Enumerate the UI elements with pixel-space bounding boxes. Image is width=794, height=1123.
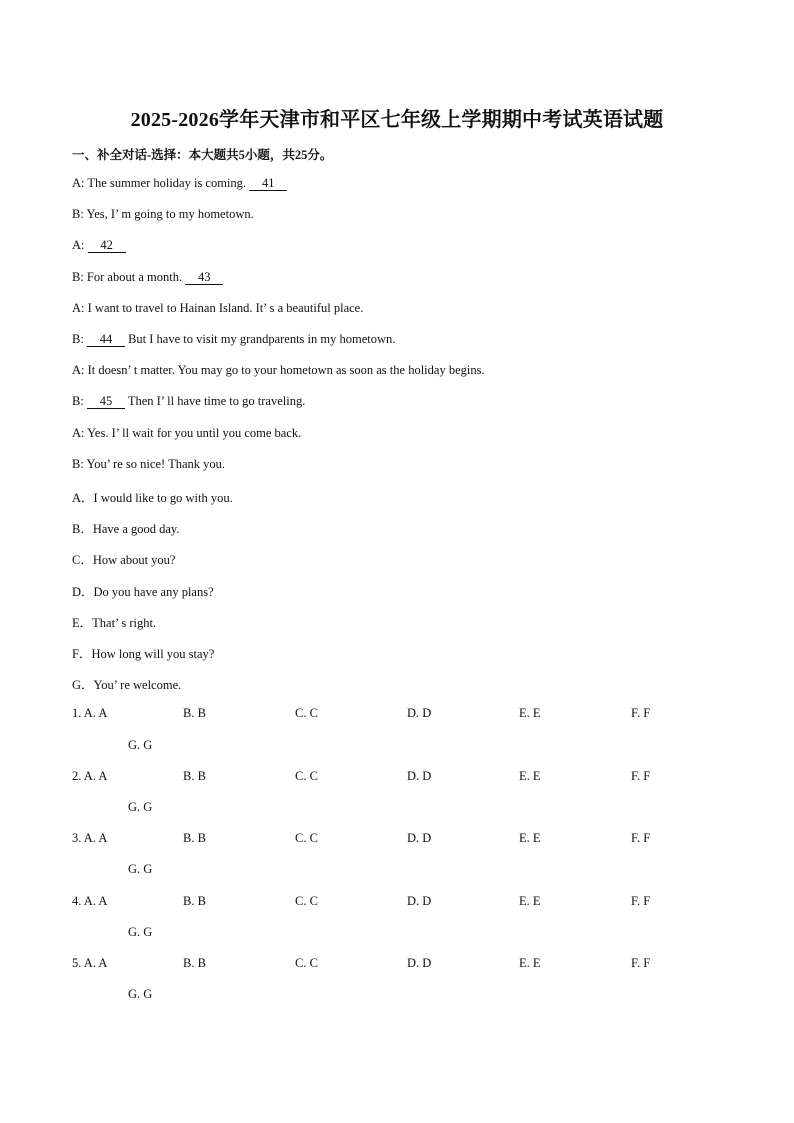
choice-option[interactable]: F. F (631, 706, 651, 721)
choice-option[interactable]: C. C (295, 831, 318, 846)
choice-option[interactable]: C. C (295, 893, 318, 908)
choice-option[interactable]: B. B (183, 706, 206, 721)
dialogue-text: B: You’ re so nice! Thank you. (72, 456, 225, 471)
dialogue-text: A: I want to travel to Hainan Island. It’ s a beautiful place. (72, 300, 364, 315)
answer-blank[interactable]: 41 (249, 176, 287, 191)
choice-option[interactable]: 4. A. A (72, 893, 108, 908)
dialogue-text: But I have to visit my grandparents in my hometown. (124, 332, 396, 346)
choice-option[interactable]: D. D (407, 831, 432, 846)
choice-option[interactable]: D. D (407, 893, 432, 908)
choice-option[interactable]: G. G (128, 737, 153, 752)
choice-option[interactable]: C. C (295, 768, 318, 783)
choice-option[interactable]: 1. A. A (72, 706, 108, 721)
dialogue-text: A: (72, 238, 88, 253)
dialogue-line (72, 238, 126, 253)
choice-option[interactable]: G. G (128, 800, 153, 814)
dialogue-text: B: (72, 332, 87, 346)
choice-option[interactable]: D. D (407, 956, 432, 970)
question-row (72, 706, 732, 726)
question-row (72, 956, 732, 976)
dialogue-line (72, 270, 223, 285)
dialogue-line (72, 363, 485, 378)
choice-option[interactable]: F. F (631, 768, 651, 783)
dialogue-text: A: The summer holiday is coming. (72, 176, 250, 190)
dialogue-line (72, 301, 363, 316)
dialogue-text: A: Yes. I’ ll wait for you until you come back. (72, 425, 302, 440)
choice-option[interactable]: B. B (183, 831, 206, 846)
answer-blank[interactable]: 44 (87, 332, 125, 347)
dialogue-text: B: Yes, I’ m going to my hometown. (72, 207, 254, 222)
choice-option[interactable]: F. F (631, 893, 651, 908)
option-item: G．You’ re welcome. (72, 678, 182, 693)
page-title: 2025-2026学年天津市和平区七年级上学期期中考试英语试题 (130, 109, 664, 131)
dialogue-text: Then I’ ll have time to go traveling. (124, 394, 306, 409)
option-item: B．Have a good day. (72, 522, 180, 537)
answer-blank[interactable]: 43 (185, 270, 223, 285)
dialogue-line (72, 426, 301, 441)
choice-option[interactable]: F. F (631, 956, 651, 970)
question-row (72, 831, 732, 851)
choice-option[interactable]: E. E (519, 706, 541, 721)
choice-option[interactable]: E. E (519, 956, 541, 970)
choice-option[interactable]: D. D (407, 768, 432, 783)
dialogue-text: A: It doesn’ t matter. You may go to your hometown as soon as the holiday begins. (72, 363, 485, 378)
choice-option[interactable]: F. F (631, 831, 651, 846)
choice-option[interactable]: E. E (519, 831, 541, 846)
section-heading: 一、补全对话-选择：本大题共5小题，共25分。 (72, 148, 333, 162)
option-item: E．That’ s right. (72, 615, 157, 630)
choice-option[interactable]: 2. A. A (72, 768, 108, 783)
choice-option[interactable]: G. G (128, 987, 153, 1002)
answer-blank[interactable]: 45 (87, 394, 125, 409)
choice-option[interactable]: G. G (128, 924, 153, 939)
choice-option[interactable]: 3. A. A (72, 831, 108, 846)
choice-option[interactable]: C. C (295, 956, 318, 970)
choice-option[interactable]: B. B (183, 768, 206, 783)
option-item: A．I would like to go with you. (72, 491, 233, 505)
question-row (72, 894, 732, 914)
choice-option[interactable]: E. E (519, 893, 541, 908)
option-item: C．How about you? (72, 553, 176, 568)
question-row (72, 769, 732, 789)
choice-option[interactable]: E. E (519, 768, 541, 783)
option-item: D．Do you have any plans? (72, 584, 214, 599)
choice-option[interactable]: 5. A. A (72, 956, 108, 970)
choice-option[interactable]: D. D (407, 706, 432, 721)
choice-option[interactable]: G. G (128, 862, 153, 877)
dialogue-line (72, 176, 287, 191)
dialogue-line (72, 394, 305, 409)
choice-option[interactable]: B. B (183, 893, 206, 908)
dialogue-line (72, 207, 254, 222)
dialogue-text: B: (72, 394, 87, 409)
option-item: F．How long will you stay? (72, 647, 215, 661)
choice-option[interactable]: B. B (183, 956, 206, 970)
dialogue-line (72, 457, 225, 472)
choice-option[interactable]: C. C (295, 706, 318, 721)
answer-blank[interactable]: 42 (88, 238, 126, 253)
dialogue-text: B: For about a month. (72, 269, 186, 284)
dialogue-line (72, 332, 395, 347)
